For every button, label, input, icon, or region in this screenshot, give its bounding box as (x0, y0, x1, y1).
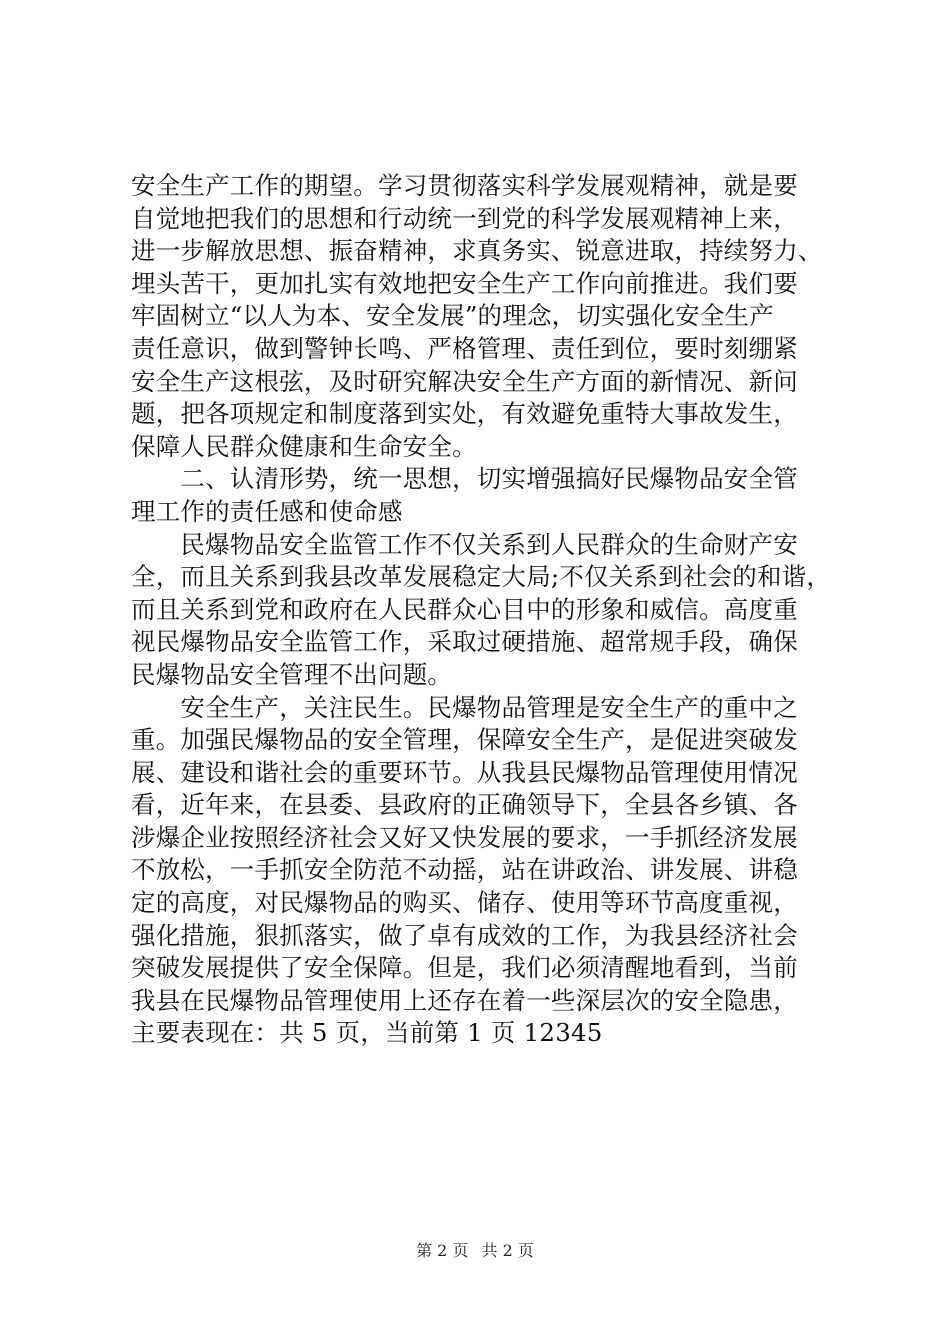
section-heading-line: 理工作的责任感和使命感 (131, 496, 403, 526)
text-line: 牢固树立“以人为本、安全发展”的理念，切实强化安全生产 (131, 301, 774, 331)
text-line: 展、建设和谐社会的重要环节。从我县民爆物品管理使用情况 (131, 757, 798, 787)
text-line: 民爆物品安全监管工作不仅关系到人民群众的生命财产安 (131, 529, 798, 559)
text-line: 强化措施，狠抓落实，做了卓有成效的工作，为我县经济社会 (131, 920, 798, 950)
section-heading-line: 二、认清形势，统一思想，切实增强搞好民爆物品安全管 (131, 464, 798, 494)
text-line: 埋头苦干，更加扎实有效地把安全生产工作向前推进。我们要 (131, 268, 798, 298)
text-line: 我县在民爆物品管理使用上还存在着一些深层次的安全隐患， (131, 985, 798, 1015)
text-line: 题，把各项规定和制度落到实处，有效避免重特大事故发生， (131, 399, 798, 429)
text-line: 不放松，一手抓安全防范不动摇，站在讲政治、讲发展、讲稳 (131, 855, 798, 885)
page-footer (0, 1238, 950, 1261)
document-body (131, 170, 831, 1050)
text-line: 视民爆物品安全监管工作，采取过硬措施、超常规手段，确保 (131, 627, 798, 657)
text-line: 自觉地把我们的思想和行动统一到党的科学发展观精神上来， (131, 203, 798, 233)
text-line: 安全生产这根弦，及时研究解决安全生产方面的新情况、新问 (131, 366, 798, 396)
text-line: 定的高度，对民爆物品的购买、储存、使用等环节高度重视， (131, 888, 798, 918)
text-line: 而且关系到党和政府在人民群众心目中的形象和威信。高度重 (131, 594, 798, 624)
page-total: 共 2 页 (481, 1241, 534, 1260)
text-line: 安全生产，关注民生。民爆物品管理是安全生产的重中之 (131, 692, 798, 722)
text-line: 民爆物品安全管理不出问题。 (131, 659, 453, 689)
text-line: 安全生产工作的期望。学习贯彻落实科学发展观精神，就是要 (131, 171, 798, 200)
text-line: 主要表现在：共 5 页，当前第 1 页 12345 (131, 1018, 603, 1048)
text-line: 责任意识，做到警钟长鸣、严格管理、责任到位，要时刻绷紧 (131, 333, 798, 363)
text-line: 涉爆企业按照经济社会又好又快发展的要求，一手抓经济发展 (131, 822, 798, 852)
text-line: 突破发展提供了安全保障。但是，我们必须清醒地看到，当前 (131, 953, 798, 983)
text-line: 进一步解放思想、振奋精神，求真务实、锐意进取，持续努力、 (131, 236, 823, 266)
text-line: 重。加强民爆物品的安全管理，保障安全生产，是促进突破发 (131, 725, 798, 755)
text-line: 全，而且关系到我县改革发展稳定大局;不仅关系到社会的和谐， (131, 562, 832, 592)
text-line: 保障人民群众健康和生命安全。 (131, 431, 477, 461)
page-number: 第 2 页 (416, 1241, 469, 1260)
text-line: 看，近年来，在县委、县政府的正确领导下，全县各乡镇、各 (131, 790, 798, 820)
